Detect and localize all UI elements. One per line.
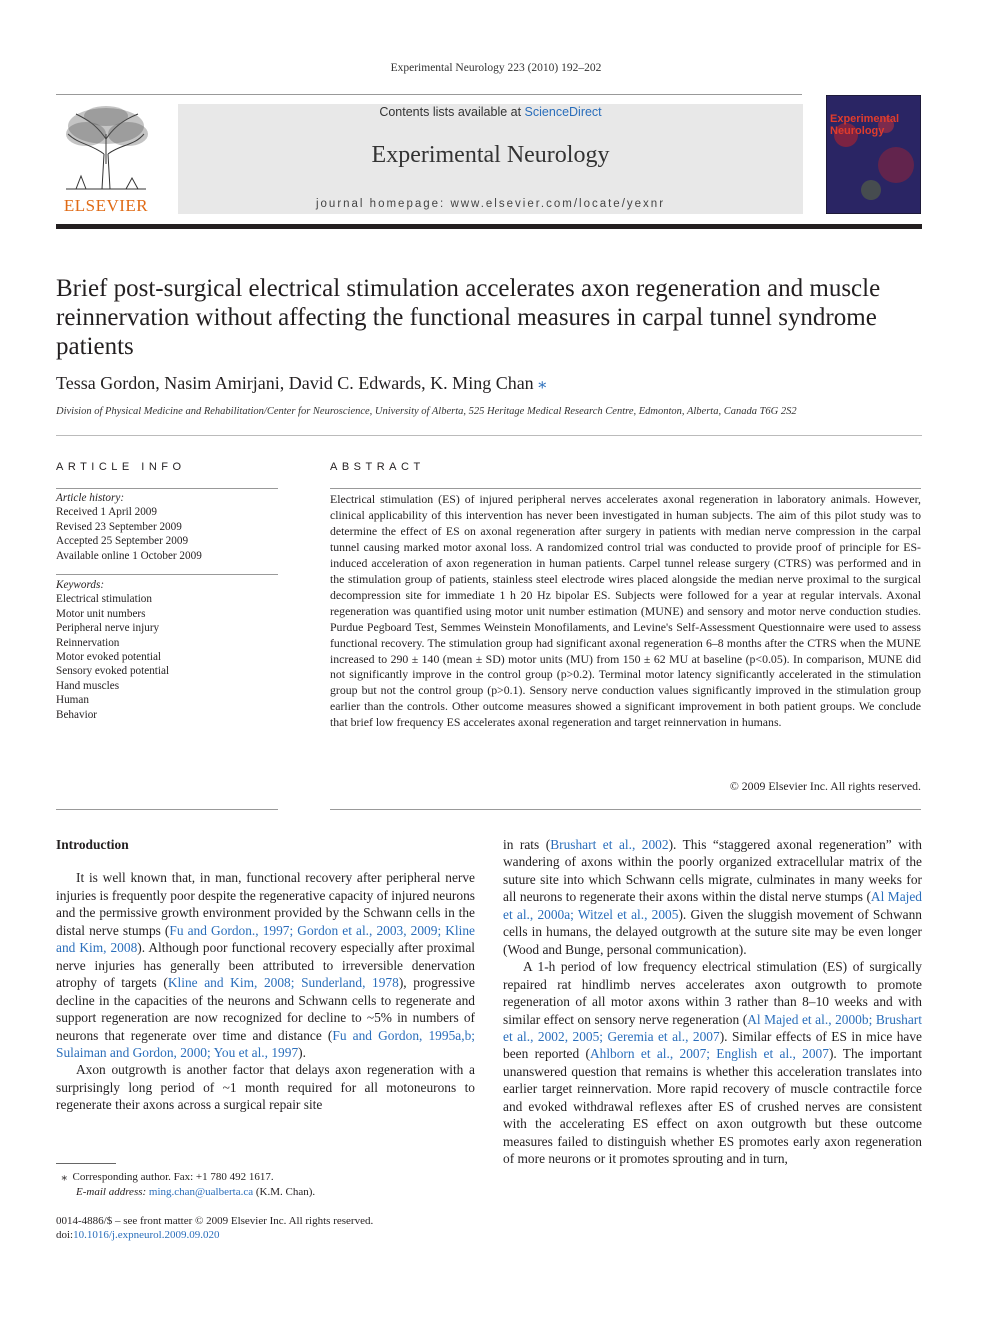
- doi-label: doi:: [56, 1229, 74, 1241]
- article-info-heading: ARTICLE INFO: [56, 461, 186, 473]
- sciencedirect-link[interactable]: ScienceDirect: [524, 105, 602, 119]
- body-paragraph: [503, 958, 922, 1167]
- article-info-rule-1: [56, 488, 278, 489]
- history-label: Article history:: [56, 492, 125, 504]
- text-run: ). Although poor functional recovery especially after proximal nerve injuries has generally been attributed to irreversible denervation atrophy of targets (: [56, 940, 476, 991]
- text-run: It is well known that, in man, functional recovery after peripheral nerve injuries is frequently poor despite the regenerative capacity of injured neurons and the permissive growth environment provided by the Schwann cells in the distal nerve stumps (: [56, 870, 475, 938]
- journal-cover-image: [826, 95, 921, 214]
- contents-prefix: Contents lists available at: [379, 105, 525, 119]
- keyword-item: Motor evoked potential: [56, 651, 162, 664]
- abstract-top-rule: [330, 488, 921, 489]
- history-accepted: Accepted 25 September 2009: [56, 535, 189, 548]
- text-run: ), progressive decline in the capacities of the neurons and Schwann cells to regenerate and support regeneration are now recognized for decline to ~5% in numbers of neurons that regenerate over time and distance (: [56, 975, 475, 1043]
- keyword-item: Hand muscles: [56, 679, 120, 692]
- keyword-item: Sensory evoked potential: [56, 665, 170, 678]
- citation-link[interactable]: Kline and Kim, 2008; Sunderland, 1978: [167, 975, 399, 991]
- article-title: Brief post-surgical electrical stimulation accelerates axon regeneration and muscle reinnervation without affecting the functional measures in carpal tunnel syndrome patients: [56, 275, 881, 360]
- abstract-heading: ABSTRACT: [330, 461, 425, 473]
- text-run: in rats (: [503, 837, 551, 852]
- abstract-copyright: © 2009 Elsevier Inc. All rights reserved.: [729, 779, 921, 793]
- keyword-item: Reinnervation: [56, 636, 120, 649]
- keyword-item: Peripheral nerve injury: [56, 622, 160, 635]
- citation-link[interactable]: Fu and Gordon., 1997; Gordon et al., 2003, 2009; Kline and Kim, 2008: [56, 922, 475, 956]
- citation-link[interactable]: Brushart et al., 2002: [550, 837, 669, 852]
- body-paragraph: Axon outgrowth is another factor that delays axon regeneration with a surprisingly long period of ~1 month required for all motoneurons to regenerate their axons across a surgical repair site: [56, 1062, 475, 1113]
- history-received: Received 1 April 2009: [56, 506, 157, 519]
- footnote-rule: [56, 1163, 116, 1164]
- history-revised: Revised 23 September 2009: [56, 520, 182, 533]
- text-run: ). This “staggered axonal regeneration” with wandering of axons within the poorly organized extracellular matrix of the suture site into which Schwann cells migrate, culminates in many weeks for all neurons to regenerate their axons within the distal nerve stumps (: [503, 837, 922, 905]
- body-paragraph: [503, 836, 922, 958]
- footnote-text: Corresponding author. Fax: +1 780 492 1617.: [72, 1171, 274, 1183]
- homepage-url[interactable]: www.elsevier.com/locate/yexnr: [450, 198, 666, 210]
- email-label: E-mail address:: [76, 1186, 149, 1198]
- header-top-rule: [56, 94, 802, 95]
- keyword-item: Electrical stimulation: [56, 593, 152, 606]
- citation-link[interactable]: Fu and Gordon, 1995a,b; Sulaiman and Gordon, 2000; You et al., 1997: [56, 1027, 475, 1060]
- keywords-block: [56, 578, 278, 722]
- text-run: A 1-h period of low frequency electrical stimulation (ES) of surgically repaired rat hindlimb nerves accelerates axon outgrowth to promote regeneration of all motor axons within 3 rather than 8–10 weeks and with similar effect on sensory nerve regeneration (: [503, 959, 922, 1027]
- article-info-rule-3: [56, 809, 278, 810]
- body-paragraph: [56, 869, 475, 1061]
- keywords-label: Keywords:: [56, 579, 105, 591]
- homepage-prefix: journal homepage:: [315, 198, 451, 210]
- introduction-heading: Introduction: [56, 837, 129, 852]
- text-run: ). The important unanswered question that remains is whether this acceleration translates into earlier target reinnervation. More rapid recovery of muscle contractile force and evoked withdrawal reflexes after ES of crushed nerves are consistent with the accelerating ES effect on axon outgrowth but these outcome measures failed to distinguish whether ES promotes early axon regeneration of more neurons or it promotes sprouting and in turn,: [503, 1046, 922, 1167]
- doi-link[interactable]: 10.1016/j.expneurol.2009.09.020: [73, 1229, 220, 1241]
- citation-link[interactable]: Al Majed et al., 2000b; Brushart et al., 2002, 2005; Geremia et al., 2007: [503, 1011, 922, 1044]
- footnote-email-line: [56, 1185, 476, 1200]
- corresponding-author-mark[interactable]: ⁎: [538, 375, 547, 392]
- email-suffix: (K.M. Chan).: [253, 1186, 316, 1198]
- footnote-corresponding: [56, 1170, 476, 1185]
- cover-title: Experimental Neurology: [830, 113, 900, 137]
- journal-homepage: [178, 198, 803, 210]
- page-footer: [56, 1214, 476, 1242]
- text-run: ).: [298, 1044, 306, 1060]
- keyword-item: Human: [56, 694, 89, 707]
- body-left-column: [56, 836, 475, 1114]
- authors-line: [56, 373, 546, 394]
- contents-line: [178, 105, 803, 119]
- citation-link[interactable]: Al Majed et al., 2000a; Witzel et al., 2005: [503, 889, 923, 922]
- abstract-bottom-rule: [330, 809, 921, 810]
- footnote-mark: ⁎: [61, 1171, 67, 1183]
- authors: Tessa Gordon, Nasim Amirjani, David C. Edwards, K. Ming Chan: [56, 373, 534, 393]
- keyword-item: Motor unit numbers: [56, 607, 146, 620]
- citation-link[interactable]: Ahlborn et al., 2007; English et al., 2007: [589, 1046, 829, 1062]
- header-thick-rule: [56, 224, 922, 229]
- doi-line: [56, 1228, 476, 1242]
- journal-citation: Experimental Neurology 223 (2010) 192–202: [390, 62, 602, 74]
- article-history: [56, 491, 278, 563]
- footnote: [56, 1170, 476, 1200]
- text-run: ). Given the sluggish movement of Schwann cells in humans, the delayed outgrowth at the suture site may be even longer (Wood and Bunge, personal communication).: [503, 906, 922, 957]
- issn-line: 0014-4886/$ – see front matter © 2009 Elsevier Inc. All rights reserved.: [56, 1215, 374, 1227]
- affiliation: Division of Physical Medicine and Rehabilitation/Center for Neuroscience, University of Alberta, 525 Heritage Medical Research Centre, Edmonton, Alberta, Canada T6G 2S2: [56, 406, 797, 417]
- body-right-column: [503, 836, 922, 1168]
- history-online: Available online 1 October 2009: [56, 549, 202, 562]
- abstract-text: Electrical stimulation (ES) of injured peripheral nerves accelerates axonal regeneration in laboratory animals. However, clinical applicability of this intervention has never been investigated in human subjects. The aim of this pilot study was to determine the effect of ES on axonal regeneration after surgery in patients with median nerve compression in the carpal tunnel causing marked motor axonal loss. A randomized control trial was conducted to provide proof of principle for ES-induced acceleration of axon regeneration in human patients. Carpel tunnel release surgery (CTRS) was performed and in the stimulation group of patients, stainless steel electrode wires placed alongside the median nerve proximal to the surgical decompression site for immediate 1 h 20 Hz bipolar ES. Subjects were followed for a year at regular intervals. Axonal regeneration was quantified using motor unit number estimation (MUNE) and sensory and motor nerve conduction studies. Purdue Pegboard Test, Semmes Weinstein Monofilaments, and Levine's Self-Assessment Questionnaire were used to assess functional recovery. The stimulation group had significant axonal regeneration 6–8 months after the CTRS when the MUNE increased to 290 ± 140 (mean ± SD) motor units (MU) from 150 ± 62 MU at baseline (p<0.05). In comparison, MUNE did not significantly improve in the control group (p>0.2). Terminal motor latency significantly accelerated in the stimulation group but not the control group (p>0.1). Sensory nerve conduction values significantly improved in the stimulation group earlier than the controls. Other outcome measures showed a significant improvement in both patient groups. We conclude that brief low frequency ES accelerates axonal regeneration and target reinnervation in humans.: [330, 492, 921, 730]
- article-info-rule-2: [56, 574, 278, 575]
- title-divider: [56, 435, 922, 436]
- journal-title: Experimental Neurology: [371, 142, 610, 168]
- keyword-item: Behavior: [56, 708, 98, 721]
- publisher-name: ELSEVIER: [63, 196, 149, 215]
- text-run: ). Similar effects of ES in mice have been reported (: [503, 1028, 922, 1062]
- email-link[interactable]: ming.chan@ualberta.ca: [148, 1186, 254, 1198]
